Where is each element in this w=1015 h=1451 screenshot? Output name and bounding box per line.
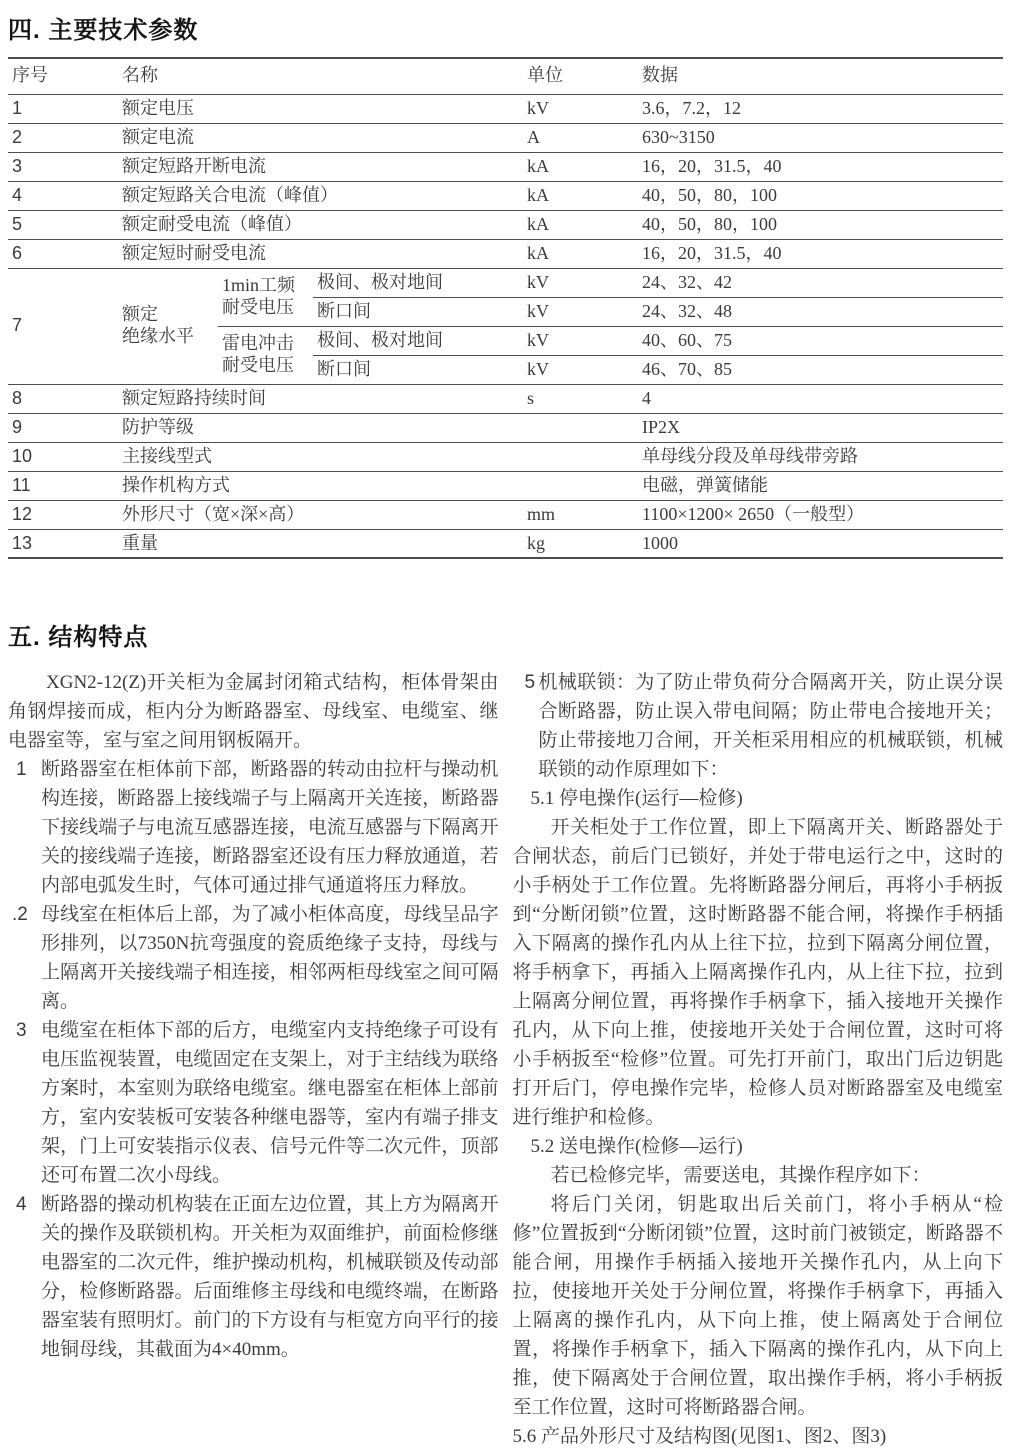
feature-item-4: 4 断路器的操动机构装在正面左边位置，其上方为隔离开关的操作及联锁机构。开关柜为双面维护，前面检修继电器室的二次元件，维护操动机构，机械联锁及传动部分，检修断路器。后面维修主母线和电缆终端，在断路器室装有照明灯。前门的下方设有与柜宽方向平行的接地铜母线，其截面为4×40mm。 [16,1194,499,1361]
cell-name: 防护等级 [118,413,523,442]
table-row [8,152,1003,181]
cell-no: 4 [8,181,118,210]
cell-name: 主接线型式 [118,442,523,471]
cell-data: 24、32、48 [638,297,1003,326]
cell-unit: kV [523,94,638,123]
header-name: 名称 [118,58,523,94]
subsection-5-2-paragraph-1: 若已检修完毕，需要送电，其操作程序如下： [550,1165,931,1187]
cell-scope: 极间、极对地间 [313,326,523,355]
intro-paragraph: XGN2-12(Z)开关柜为金属封闭箱式结构，柜体骨架由角钢焊接而成，柜内分为断路器室、母线室、电缆室、继电器室等，室与室之间用钢板隔开。 [8,672,499,752]
feature-item-3: 3 电缆室在柜体下部的后方，电缆室内支持绝缘子可设有电压监视装置，电缆固定在支架上，对于主结线为联络方案时，本室则为联络电缆室。继电器室在柜体上部前方，室内安装板可安装各种继电器等，室内有端子排支架，门上可安装指示仪表、信号元件等二次元件，顶部还可布置二次小母线。 [16,1020,499,1187]
cell-data: 1000 [638,529,1003,558]
cell-no: 10 [8,442,118,471]
cell-data: 40，50，80，100 [638,181,1003,210]
cell-name: 额定耐受电流（峰值） [118,210,523,239]
cell-data: 电磁，弹簧储能 [638,471,1003,500]
cell-unit: A [523,123,638,152]
cell-name-insulation-level: 额定 绝缘水平 [118,268,218,384]
feature-item-1: 1 断路器室在柜体前下部，断路器的转动由拉杆与操动机构连接，断路器上接线端子与上隔离开关连接，断路器下接线端子与电流互感器连接，电流互感器与下隔离开关的接线端子连接，断路器室还设有压力释放通道，若内部电弧发生时，气体可通过排气通道将压力释放。 [16,759,499,897]
cell-scope: 极间、极对地间 [313,268,523,297]
cell-data: 46、70、85 [638,355,1003,384]
subsection-5-1-heading: 5.1 停电操作(运行—检修) [530,788,743,810]
cell-unit: kV [523,355,638,384]
cell-name: 额定短路开断电流 [118,152,523,181]
cell-name: 额定电流 [118,123,523,152]
cell-unit: kA [523,152,638,181]
cell-no: 8 [8,384,118,413]
cell-data: 4 [638,384,1003,413]
table-row [8,529,1003,558]
cell-data: 单母线分段及单母线带旁路 [638,442,1003,471]
cell-data: 16，20，31.5，40 [638,239,1003,268]
cell-data: 24、32、42 [638,268,1003,297]
subsection-5-2-heading: 5.2 送电操作(检修—运行) [530,1136,743,1158]
cell-unit [523,413,638,442]
header-unit: 单位 [523,58,638,94]
section5-title: 五. 结构特点 [8,624,149,652]
parameters-table [8,57,1003,559]
cell-unit: kA [523,210,638,239]
cell-unit: kA [523,181,638,210]
cell-name: 额定电压 [118,94,523,123]
cell-data: 16，20，31.5，40 [638,152,1003,181]
cell-no: 3 [8,152,118,181]
cell-data: 3.6，7.2，12 [638,94,1003,123]
table-row [8,442,1003,471]
table-row-7-sub1 [8,268,1003,297]
cell-no: 1 [8,94,118,123]
cell-no: 6 [8,239,118,268]
section4-title: 四. 主要技术参数 [8,17,199,44]
cell-data: 630~3150 [638,123,1003,152]
feature-item-2: .2 母线室在柜体后上部，为了减小柜体高度，母线呈品字形排列，以7350N抗弯强度的瓷质绝缘子支持，母线与上隔离开关接线端子相连接，相邻两柜母线室之间可隔离。 [12,904,499,1013]
cell-unit [523,442,638,471]
cell-unit: s [523,384,638,413]
cell-no: 12 [8,500,118,529]
cell-name: 额定短路关合电流（峰值） [118,181,523,210]
feature-item-5: 5 机械联锁：为了防止带负荷分合隔离开关，防止误分误合断路器，防止误入带电间隔；防止带电合接地开关；防止带接地刀合闸，开关柜采用相应的机械联锁，机械联锁的动作原理如下： [524,672,1003,781]
subsection-5-6-line: 5.6 产品外形尺寸及结构图(见图1、图2、图3) [512,1426,887,1448]
header-no: 序号 [8,58,118,94]
table-header-row [8,58,1003,94]
cell-name: 额定短路持续时间 [118,384,523,413]
subsection-5-1-paragraph: 开关柜处于工作位置，即上下隔离开关、断路器处于合闸状态，前后门已锁好，并处于带电运行之中，这时的小手柄处于工作位置。先将断路器分闸后，再将小手柄扳到“分断闭锁”位置，这时断路器不能合闸，将操作手柄插入下隔离的操作孔内从上往下拉，拉到下隔离分闸位置，将手柄拿下，再插入上隔离操作孔内，从上往下拉，拉到上隔离分闸位置，再将操作手柄拿下，插入接地开关操作孔内，从下向上推，使接地开关处于合闸位置，这时可将小手柄扳至“检修”位置。可先打开前门，取出门后边钥匙打开后门，停电操作完毕，检修人员对断路器室及电缆室进行维护和检修。 [512,817,1003,1129]
cell-no: 13 [8,529,118,558]
cell-name: 外形尺寸（宽×深×高） [118,500,523,529]
section5 [8,617,1003,1451]
cell-data: 1100×1200× 2650（一般型） [638,500,1003,529]
cell-unit: kV [523,326,638,355]
table-row [8,500,1003,529]
cell-no: 9 [8,413,118,442]
cell-no: 2 [8,123,118,152]
table-row [8,94,1003,123]
cell-name: 重量 [118,529,523,558]
cell-no: 11 [8,471,118,500]
table-row [8,384,1003,413]
cell-group-lightning-impulse: 雷电冲击 耐受电压 [218,326,313,384]
cell-data: IP2X [638,413,1003,442]
cell-no: 7 [8,268,118,384]
right-column [513,668,1004,1451]
table-row [8,413,1003,442]
header-data: 数据 [638,58,1003,94]
table-row [8,210,1003,239]
table-row [8,181,1003,210]
cell-unit: kV [523,268,638,297]
cell-group-power-frequency: 1min工频 耐受电压 [218,268,313,326]
table-row [8,123,1003,152]
cell-unit: kA [523,239,638,268]
cell-unit: kV [523,297,638,326]
cell-data: 40、60、75 [638,326,1003,355]
cell-scope: 断口间 [313,355,523,384]
cell-no: 5 [8,210,118,239]
cell-unit: kg [523,529,638,558]
cell-name: 额定短时耐受电流 [118,239,523,268]
left-column [8,668,499,1451]
cell-data: 40，50，80，100 [638,210,1003,239]
cell-unit [523,471,638,500]
cell-name: 操作机构方式 [118,471,523,500]
cell-scope: 断口间 [313,297,523,326]
cell-unit: mm [523,500,638,529]
table-row [8,471,1003,500]
subsection-5-2-paragraph-2: 将后门关闭，钥匙取出后关前门，将小手柄从“检修”位置扳到“分断闭锁”位置，这时前门被锁定，断路器不能合闸，用操作手柄插入接地开关操作孔内，从上向下拉，使接地开关处于分闸位置，将操作手柄拿下，再插入上隔离的操作孔内，从下向上推，使上隔离处于合闸位置，将操作手柄拿下，插入下隔离的操作孔内，从下向上推，使下隔离处于合闸位置，取出操作手柄，将小手柄扳至工作位置，这时可将断路器合闸。 [512,1194,1003,1419]
table-row [8,239,1003,268]
